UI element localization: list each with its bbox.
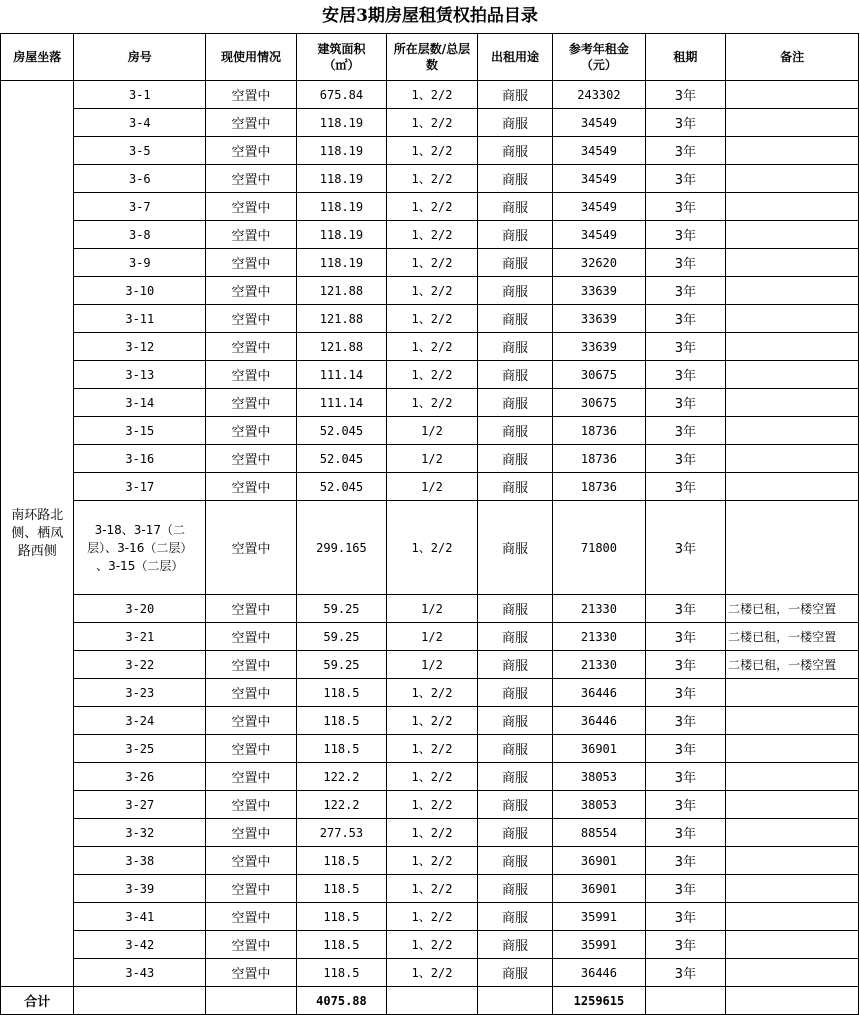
rent-cell: 36446	[553, 959, 646, 987]
rent-cell: 18736	[553, 445, 646, 473]
term-cell: 3年	[645, 361, 725, 389]
table-row	[1, 109, 859, 137]
rent-cell: 36446	[553, 707, 646, 735]
table-row	[1, 277, 859, 305]
unit-cell: 3-12	[74, 333, 206, 361]
term-cell: 3年	[645, 791, 725, 819]
col-header-location: 房屋坐落	[1, 34, 74, 81]
status-cell: 空置中	[206, 735, 297, 763]
total-rent: 1259615	[553, 987, 646, 1015]
unit-cell: 3-7	[74, 193, 206, 221]
floors-cell: 1、2/2	[387, 959, 478, 987]
remark-cell: 二楼已租，一楼空置	[726, 623, 859, 651]
floors-cell: 1、2/2	[387, 707, 478, 735]
area-cell: 118.19	[296, 193, 387, 221]
use-cell: 商服	[477, 763, 552, 791]
rent-cell: 21330	[553, 623, 646, 651]
table-row	[1, 165, 859, 193]
rent-cell: 36446	[553, 679, 646, 707]
use-cell: 商服	[477, 81, 552, 109]
status-cell: 空置中	[206, 651, 297, 679]
area-cell: 277.53	[296, 819, 387, 847]
col-header-area: 建筑面积 （㎡）	[296, 34, 387, 81]
term-cell: 3年	[645, 249, 725, 277]
col-header-floors: 所在层数/总层 数	[387, 34, 478, 81]
floors-cell: 1、2/2	[387, 763, 478, 791]
area-cell: 111.14	[296, 361, 387, 389]
table-row	[1, 445, 859, 473]
col-header-status: 现使用情况	[206, 34, 297, 81]
area-cell: 118.5	[296, 679, 387, 707]
use-cell: 商服	[477, 501, 552, 595]
rent-cell: 30675	[553, 389, 646, 417]
status-cell: 空置中	[206, 137, 297, 165]
floors-cell: 1、2/2	[387, 931, 478, 959]
table-row	[1, 81, 859, 109]
rent-cell: 36901	[553, 735, 646, 763]
table-row	[1, 623, 859, 651]
term-cell: 3年	[645, 305, 725, 333]
unit-cell: 3-14	[74, 389, 206, 417]
use-cell: 商服	[477, 473, 552, 501]
status-cell: 空置中	[206, 445, 297, 473]
use-cell: 商服	[477, 221, 552, 249]
remark-cell	[726, 931, 859, 959]
floors-cell: 1、2/2	[387, 109, 478, 137]
table-row	[1, 389, 859, 417]
rent-cell: 38053	[553, 791, 646, 819]
use-cell: 商服	[477, 165, 552, 193]
floors-cell: 1、2/2	[387, 193, 478, 221]
lot-rows	[1, 81, 859, 987]
remark-cell	[726, 361, 859, 389]
unit-cell: 3-17	[74, 473, 206, 501]
rent-cell: 33639	[553, 277, 646, 305]
lot-table	[0, 33, 859, 1015]
table-row	[1, 501, 859, 595]
use-cell: 商服	[477, 361, 552, 389]
unit-cell: 3-41	[74, 903, 206, 931]
unit-cell: 3-16	[74, 445, 206, 473]
unit-cell: 3-10	[74, 277, 206, 305]
table-row	[1, 651, 859, 679]
floors-cell: 1、2/2	[387, 819, 478, 847]
header-row	[1, 34, 859, 81]
area-cell: 118.5	[296, 707, 387, 735]
use-cell: 商服	[477, 417, 552, 445]
use-cell: 商服	[477, 651, 552, 679]
remark-cell	[726, 903, 859, 931]
status-cell: 空置中	[206, 819, 297, 847]
rent-cell: 33639	[553, 305, 646, 333]
status-cell: 空置中	[206, 501, 297, 595]
area-cell: 118.19	[296, 109, 387, 137]
remark-cell	[726, 819, 859, 847]
unit-cell: 3-27	[74, 791, 206, 819]
status-cell: 空置中	[206, 623, 297, 651]
area-cell: 118.5	[296, 875, 387, 903]
remark-cell	[726, 277, 859, 305]
remark-cell	[726, 109, 859, 137]
use-cell: 商服	[477, 445, 552, 473]
table-row	[1, 959, 859, 987]
unit-cell: 3-8	[74, 221, 206, 249]
rent-cell: 34549	[553, 165, 646, 193]
floors-cell: 1、2/2	[387, 361, 478, 389]
col-header-rent: 参考年租金 （元）	[553, 34, 646, 81]
remark-cell	[726, 389, 859, 417]
rent-cell: 38053	[553, 763, 646, 791]
floors-cell: 1/2	[387, 623, 478, 651]
use-cell: 商服	[477, 959, 552, 987]
term-cell: 3年	[645, 137, 725, 165]
unit-cell: 3-1	[74, 81, 206, 109]
rent-cell: 34549	[553, 109, 646, 137]
term-cell: 3年	[645, 193, 725, 221]
col-header-term: 租期	[645, 34, 725, 81]
remark-cell	[726, 791, 859, 819]
term-cell: 3年	[645, 903, 725, 931]
table-row	[1, 417, 859, 445]
area-cell: 52.045	[296, 445, 387, 473]
term-cell: 3年	[645, 595, 725, 623]
area-cell: 299.165	[296, 501, 387, 595]
term-cell: 3年	[645, 81, 725, 109]
remark-cell	[726, 249, 859, 277]
unit-cell: 3-20	[74, 595, 206, 623]
floors-cell: 1、2/2	[387, 137, 478, 165]
floors-cell: 1、2/2	[387, 305, 478, 333]
floors-cell: 1/2	[387, 473, 478, 501]
area-cell: 118.5	[296, 903, 387, 931]
use-cell: 商服	[477, 875, 552, 903]
area-cell: 59.25	[296, 595, 387, 623]
remark-cell	[726, 305, 859, 333]
rent-cell: 34549	[553, 137, 646, 165]
status-cell: 空置中	[206, 473, 297, 501]
remark-cell	[726, 333, 859, 361]
rent-cell: 88554	[553, 819, 646, 847]
area-cell: 118.5	[296, 959, 387, 987]
floors-cell: 1、2/2	[387, 249, 478, 277]
area-cell: 122.2	[296, 763, 387, 791]
term-cell: 3年	[645, 333, 725, 361]
location-cell: 南环路北 侧、栖凤 路西侧	[1, 81, 74, 987]
table-row	[1, 931, 859, 959]
term-cell: 3年	[645, 389, 725, 417]
use-cell: 商服	[477, 389, 552, 417]
term-cell: 3年	[645, 875, 725, 903]
use-cell: 商服	[477, 333, 552, 361]
table-row	[1, 595, 859, 623]
use-cell: 商服	[477, 623, 552, 651]
area-cell: 675.84	[296, 81, 387, 109]
term-cell: 3年	[645, 109, 725, 137]
table-row	[1, 137, 859, 165]
table-row	[1, 333, 859, 361]
use-cell: 商服	[477, 277, 552, 305]
table-row	[1, 473, 859, 501]
table-row	[1, 305, 859, 333]
area-cell: 118.5	[296, 735, 387, 763]
use-cell: 商服	[477, 847, 552, 875]
use-cell: 商服	[477, 305, 552, 333]
table-row	[1, 193, 859, 221]
use-cell: 商服	[477, 595, 552, 623]
floors-cell: 1、2/2	[387, 791, 478, 819]
status-cell: 空置中	[206, 791, 297, 819]
use-cell: 商服	[477, 931, 552, 959]
remark-cell	[726, 137, 859, 165]
remark-cell	[726, 763, 859, 791]
status-cell: 空置中	[206, 277, 297, 305]
col-header-unit: 房号	[74, 34, 206, 81]
floors-cell: 1、2/2	[387, 277, 478, 305]
floors-cell: 1、2/2	[387, 165, 478, 193]
status-cell: 空置中	[206, 193, 297, 221]
remark-cell	[726, 959, 859, 987]
floors-cell: 1、2/2	[387, 903, 478, 931]
unit-cell: 3-25	[74, 735, 206, 763]
unit-cell: 3-39	[74, 875, 206, 903]
area-cell: 121.88	[296, 277, 387, 305]
rent-cell: 71800	[553, 501, 646, 595]
rent-cell: 35991	[553, 903, 646, 931]
status-cell: 空置中	[206, 931, 297, 959]
remark-cell	[726, 473, 859, 501]
floors-cell: 1、2/2	[387, 847, 478, 875]
status-cell: 空置中	[206, 903, 297, 931]
unit-cell: 3-32	[74, 819, 206, 847]
status-cell: 空置中	[206, 847, 297, 875]
unit-cell: 3-38	[74, 847, 206, 875]
floors-cell: 1、2/2	[387, 221, 478, 249]
rent-cell: 34549	[553, 221, 646, 249]
term-cell: 3年	[645, 221, 725, 249]
area-cell: 118.19	[296, 165, 387, 193]
term-cell: 3年	[645, 763, 725, 791]
remark-cell	[726, 707, 859, 735]
area-cell: 121.88	[296, 333, 387, 361]
unit-cell: 3-18、3-17（二 层）、3-16（二层） 、3-15（二层）	[74, 501, 206, 595]
term-cell: 3年	[645, 679, 725, 707]
status-cell: 空置中	[206, 221, 297, 249]
status-cell: 空置中	[206, 959, 297, 987]
unit-cell: 3-22	[74, 651, 206, 679]
use-cell: 商服	[477, 109, 552, 137]
status-cell: 空置中	[206, 249, 297, 277]
table-row	[1, 361, 859, 389]
remark-cell	[726, 165, 859, 193]
table-row	[1, 707, 859, 735]
rent-cell: 18736	[553, 473, 646, 501]
floors-cell: 1、2/2	[387, 81, 478, 109]
status-cell: 空置中	[206, 361, 297, 389]
status-cell: 空置中	[206, 165, 297, 193]
area-cell: 118.19	[296, 221, 387, 249]
term-cell: 3年	[645, 445, 725, 473]
table-row	[1, 875, 859, 903]
col-header-remark: 备注	[726, 34, 859, 81]
remark-cell	[726, 417, 859, 445]
use-cell: 商服	[477, 735, 552, 763]
term-cell: 3年	[645, 473, 725, 501]
remark-cell	[726, 81, 859, 109]
unit-cell: 3-11	[74, 305, 206, 333]
area-cell: 111.14	[296, 389, 387, 417]
area-cell: 59.25	[296, 623, 387, 651]
area-cell: 59.25	[296, 651, 387, 679]
rent-cell: 18736	[553, 417, 646, 445]
unit-cell: 3-6	[74, 165, 206, 193]
unit-cell: 3-23	[74, 679, 206, 707]
total-label: 合计	[1, 987, 74, 1015]
status-cell: 空置中	[206, 875, 297, 903]
area-cell: 122.2	[296, 791, 387, 819]
total-area: 4075.88	[296, 987, 387, 1015]
table-row	[1, 791, 859, 819]
status-cell: 空置中	[206, 389, 297, 417]
term-cell: 3年	[645, 501, 725, 595]
status-cell: 空置中	[206, 333, 297, 361]
area-cell: 121.88	[296, 305, 387, 333]
remark-cell	[726, 735, 859, 763]
rent-cell: 243302	[553, 81, 646, 109]
area-cell: 118.5	[296, 931, 387, 959]
rent-cell: 33639	[553, 333, 646, 361]
rent-cell: 32620	[553, 249, 646, 277]
floors-cell: 1/2	[387, 417, 478, 445]
remark-cell	[726, 221, 859, 249]
status-cell: 空置中	[206, 595, 297, 623]
status-cell: 空置中	[206, 417, 297, 445]
term-cell: 3年	[645, 417, 725, 445]
rent-cell: 34549	[553, 193, 646, 221]
floors-cell: 1/2	[387, 651, 478, 679]
status-cell: 空置中	[206, 679, 297, 707]
rent-cell: 36901	[553, 875, 646, 903]
table-row	[1, 249, 859, 277]
area-cell: 118.19	[296, 249, 387, 277]
status-cell: 空置中	[206, 707, 297, 735]
floors-cell: 1/2	[387, 445, 478, 473]
term-cell: 3年	[645, 277, 725, 305]
unit-cell: 3-42	[74, 931, 206, 959]
remark-cell	[726, 193, 859, 221]
unit-cell: 3-15	[74, 417, 206, 445]
term-cell: 3年	[645, 959, 725, 987]
table-row	[1, 903, 859, 931]
term-cell: 3年	[645, 651, 725, 679]
remark-cell: 二楼已租，一楼空置	[726, 595, 859, 623]
status-cell: 空置中	[206, 305, 297, 333]
use-cell: 商服	[477, 707, 552, 735]
floors-cell: 1、2/2	[387, 501, 478, 595]
status-cell: 空置中	[206, 763, 297, 791]
table-row	[1, 847, 859, 875]
rent-cell: 30675	[553, 361, 646, 389]
area-cell: 52.045	[296, 417, 387, 445]
unit-cell: 3-4	[74, 109, 206, 137]
unit-cell: 3-43	[74, 959, 206, 987]
term-cell: 3年	[645, 707, 725, 735]
remark-cell	[726, 445, 859, 473]
table-row	[1, 221, 859, 249]
use-cell: 商服	[477, 679, 552, 707]
unit-cell: 3-9	[74, 249, 206, 277]
floors-cell: 1、2/2	[387, 735, 478, 763]
unit-cell: 3-21	[74, 623, 206, 651]
unit-cell: 3-5	[74, 137, 206, 165]
term-cell: 3年	[645, 847, 725, 875]
use-cell: 商服	[477, 137, 552, 165]
term-cell: 3年	[645, 819, 725, 847]
use-cell: 商服	[477, 249, 552, 277]
floors-cell: 1、2/2	[387, 679, 478, 707]
unit-cell: 3-26	[74, 763, 206, 791]
area-cell: 52.045	[296, 473, 387, 501]
use-cell: 商服	[477, 791, 552, 819]
rent-cell: 21330	[553, 595, 646, 623]
use-cell: 商服	[477, 903, 552, 931]
area-cell: 118.19	[296, 137, 387, 165]
remark-cell: 二楼已租，一楼空置	[726, 651, 859, 679]
table-row	[1, 735, 859, 763]
floors-cell: 1/2	[387, 595, 478, 623]
use-cell: 商服	[477, 819, 552, 847]
unit-cell: 3-24	[74, 707, 206, 735]
rent-cell: 36901	[553, 847, 646, 875]
remark-cell	[726, 847, 859, 875]
term-cell: 3年	[645, 735, 725, 763]
sheet-title: 安居3期房屋租赁权拍品目录	[322, 6, 538, 26]
use-cell: 商服	[477, 193, 552, 221]
table-row	[1, 679, 859, 707]
floors-cell: 1、2/2	[387, 875, 478, 903]
col-header-use: 出租用途	[477, 34, 552, 81]
unit-cell: 3-13	[74, 361, 206, 389]
term-cell: 3年	[645, 623, 725, 651]
status-cell: 空置中	[206, 81, 297, 109]
term-cell: 3年	[645, 165, 725, 193]
rent-cell: 21330	[553, 651, 646, 679]
floors-cell: 1、2/2	[387, 389, 478, 417]
rent-cell: 35991	[553, 931, 646, 959]
table-row	[1, 763, 859, 791]
remark-cell	[726, 501, 859, 595]
status-cell: 空置中	[206, 109, 297, 137]
total-row	[1, 987, 859, 1015]
floors-cell: 1、2/2	[387, 333, 478, 361]
area-cell: 118.5	[296, 847, 387, 875]
term-cell: 3年	[645, 931, 725, 959]
remark-cell	[726, 679, 859, 707]
table-row	[1, 819, 859, 847]
remark-cell	[726, 875, 859, 903]
